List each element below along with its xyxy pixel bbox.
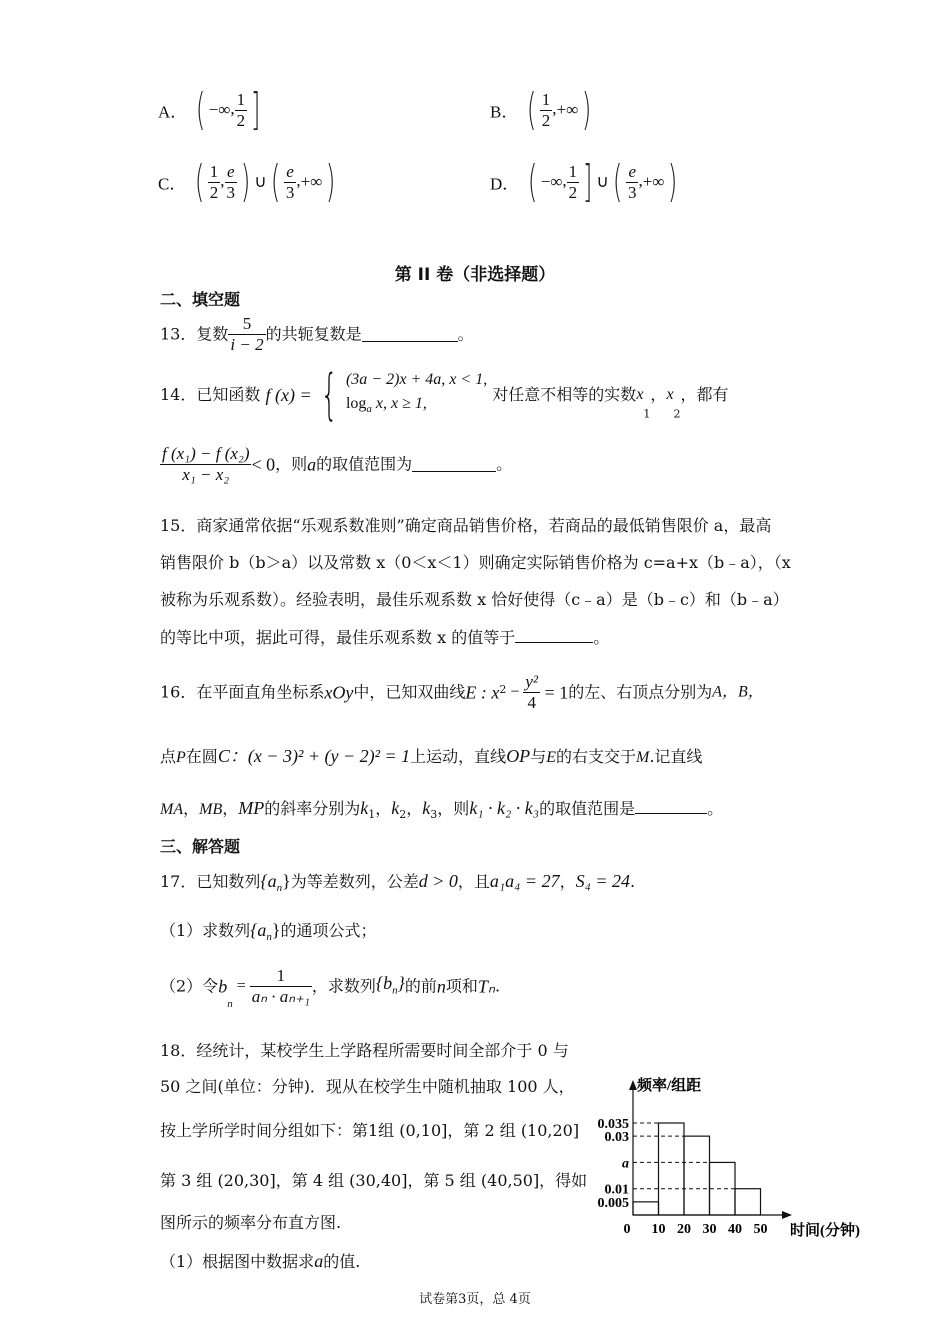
q16-fraction: $\frac{\text{y²}}{4}$	[525, 672, 539, 712]
y-tick-label: a	[622, 1156, 629, 1172]
part3-heading: 三、解答题	[160, 837, 241, 856]
option-c-label: C．	[158, 174, 187, 194]
piecewise-cases: (3a − 2)x + 4a, x < 1, $\log_a x$, x ≥ 1,	[345, 371, 488, 416]
x-tick-label: 50	[753, 1222, 768, 1237]
union-symbol: ∪	[254, 172, 267, 191]
answer-blank	[412, 457, 496, 472]
x-tick-label: 40	[728, 1222, 742, 1237]
question-16-line-3: MA，MB，MP的斜率分别为$k_1$，$k_2$，$k_3$，则k₁ · k₂ · k₃的取值范围是 。	[160, 798, 724, 822]
page-footer: 试卷第3页，总 4页	[419, 1292, 531, 1307]
question-18-line-4: 第 3 组 (20,30]，第 4 组 (30,40]，第 5 组 (40,50]，得如	[160, 1171, 588, 1190]
histogram-bar	[659, 1123, 685, 1215]
question-18-line-2: 50 之间(单位：分钟)．现从在校学生中随机抽取 100 人，	[160, 1077, 575, 1096]
question-16-line-2: 点P在圆C：(x − 3)² + (y − 2)² = 1上运动，直线OP与E的右支交于M.记直线	[160, 746, 703, 766]
q13-fraction: $\frac{5}{i - 2}$	[230, 314, 264, 354]
question-15-line-3: 被称为乐观系数）。经验表明，最佳乐观系数 x 恰好使得（c﹣a）是（b﹣c）和（b﹣a）	[160, 590, 789, 609]
answer-blank	[635, 799, 707, 814]
question-15-line-1: 15．商家通常依据“乐观系数准则”确定商品销售价格，若商品的最低销售限价 a，最高	[160, 516, 772, 535]
option-b-label: B．	[490, 102, 519, 122]
histogram-bars	[633, 1123, 761, 1215]
option-a: A． ( −∞, $\frac{1}{2}$ ]	[158, 84, 261, 135]
x-tick-label: 0	[623, 1222, 631, 1237]
question-18-part-1: （1）根据图中数据求a的值.	[160, 1251, 361, 1271]
x-tick-label: 10	[651, 1222, 666, 1237]
question-15-line-4: 的等比中项，据此可得，最佳乐观系数 x 的值等于 。	[160, 628, 610, 647]
question-18-line-1: 18．经统计，某校学生上学路程所需要时间全部介于 0 与	[160, 1041, 569, 1060]
histogram-y-label: 频率/组距	[637, 1078, 702, 1094]
q17-fraction: $\frac{1}{\text{aₙ · aₙ₊₁}}$	[251, 966, 310, 1006]
left-paren: (	[195, 84, 205, 135]
option-d-label: D．	[490, 174, 520, 194]
question-13: 13．复数 $\frac{5}{i - 2}$ 的共轭复数是 。	[160, 314, 474, 354]
y-tick-label: 0.01	[604, 1182, 629, 1198]
histogram-bar	[684, 1136, 710, 1215]
question-16-line-1: 16．在平面直角坐标系xOy中，已知双曲线E : $x^2$ − $\frac{\text{y²}}{4}$ = 1的左、右顶点分别为A，B，	[160, 672, 764, 712]
histogram-y-ticks	[598, 1117, 630, 1211]
option-b-right: +∞	[556, 100, 579, 119]
frequency-histogram	[585, 1070, 905, 1245]
histogram-axes	[629, 1080, 792, 1219]
question-14: 14．已知函数 f (x) = { (3a − 2)x + 4a, x < 1, $\log_a x$, x ≥ 1, 对任意不相等的实数$x_1$，$x_2$，都有	[160, 363, 729, 426]
histogram-x-ticks	[624, 1222, 768, 1237]
option-b-fraction: $\frac{1}{2}$	[541, 89, 551, 130]
section-title: 第 II 卷（非选择题）	[394, 265, 556, 285]
option-c: C． ( $\frac{1}{2}$ , $\frac{e}{3}$ ) ∪( $\frac{e}{3}$ ,+∞)	[158, 156, 336, 207]
question-14-condition: $\frac{\text{f (x₁) − f (x₂)}}{\text{x₁ − x₂}}$ < 0，则a的取值范围为 。	[162, 444, 513, 484]
question-17-part-2: （2）令$b_n$ = $\frac{1}{\text{aₙ · aₙ₊₁}}$ ，求数列$\{b_n\}$的前n项和Tₙ.	[160, 966, 501, 1010]
x-axis-arrow	[782, 1211, 792, 1219]
question-18-line-3: 按上学所学时间分组如下：第1组 (0,10]，第 2 组 (10,20]	[160, 1121, 580, 1140]
piecewise-brace: {	[320, 363, 338, 426]
option-a-fraction: $\frac{1}{2}$	[236, 89, 246, 130]
x-tick-label: 20	[677, 1222, 691, 1237]
option-a-label: A．	[158, 102, 188, 122]
x-tick-label: 30	[702, 1222, 717, 1237]
histogram-x-label: 时间(分钟)	[790, 1223, 860, 1239]
histogram-bar	[735, 1189, 761, 1215]
option-d: D． ( −∞, $\frac{1}{2}$ ] ∪( $\frac{e}{3}$ ,+∞)	[490, 156, 678, 207]
answer-blank	[362, 327, 458, 342]
y-tick-label: 0.03	[604, 1130, 629, 1146]
question-18-line-5: 图所示的频率分布直方图.	[160, 1213, 342, 1232]
option-b: B． ( $\frac{1}{2}$ ,+∞)	[490, 84, 592, 135]
question-15-line-2: 销售限价 b（b＞a）以及常数 x（0＜x＜1）则确定实际销售价格为 c=a+x（b﹣a），（x	[160, 553, 791, 572]
question-17-part-1: （1）求数列$\{a_n\}$的通项公式；	[160, 920, 377, 944]
part2-heading: 二、填空题	[160, 290, 241, 309]
option-a-left: −∞	[208, 100, 231, 119]
q14-ineq-fraction: $\frac{\text{f (x₁) − f (x₂)}}{\text{x₁ − x₂}}$	[162, 444, 250, 484]
y-tick-label: 0.005	[597, 1195, 629, 1211]
y-axis-arrow	[629, 1080, 637, 1090]
y-tick-label: 0.035	[597, 1117, 629, 1132]
question-17: 17．已知数列$\{a_n\}$为等差数列，公差d > 0，且a₁a₄ = 27，S₄ = 24.	[160, 871, 636, 895]
right-bracket: ]	[251, 84, 261, 135]
histogram-bar	[633, 1202, 659, 1215]
answer-blank	[515, 628, 593, 643]
